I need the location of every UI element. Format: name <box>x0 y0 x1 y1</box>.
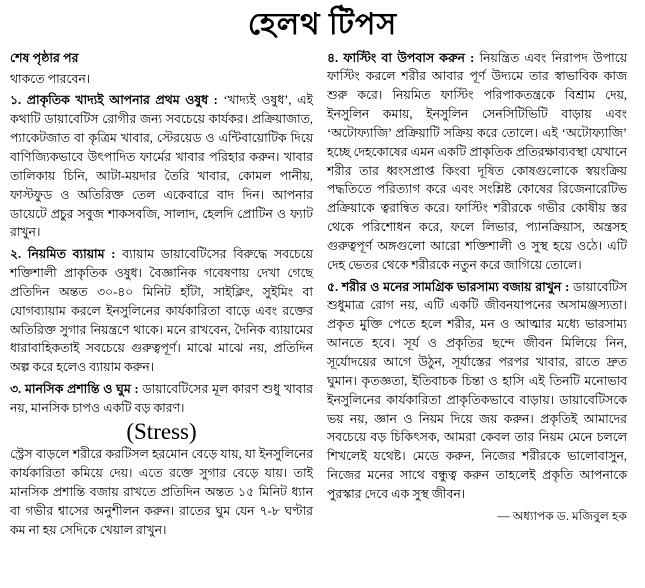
tip-3-body-before: ডায়াবেটিসের মূল কারণ শুধু খাবার নয়, মানসিক চাপও একটি বড় কারণ। <box>10 382 313 415</box>
tip-4-heading: ৪. ফাস্টিং বা উপবাস করুন : <box>327 50 475 65</box>
tip-1-body: ‘খাদ্যই ওষুধ’, এই কথাটি ডায়াবেটিস রোগীর জন্য সবচেয়ে কার্যকর। প্রক্রিয়াজাত, প্যাকেটজাত বা কৃত্রিম খাবার, স্টেরয়েড ও এন্টিবায়োটিক দিয়ে বাণিজ্যিকভাবে উৎপাদিত ফার্মের খাবার পরিহার করুন। খাবার তালিকায় চিনি, আটা-ময়দার তৈরি খাবার, কোমল পানীয়, ফাস্টফুড ও অতিরিক্ত তেল একেবারে বাদ দিন। আপনার ডায়েটে প্রচুর সবুজ শাকসবজি, সালাদ, হেলদি প্রোটিন ও ফ্যাট রাখুন। <box>10 93 313 240</box>
tip-2-heading: ২. নিয়মিত ব্যায়াম : <box>10 247 116 262</box>
author-byline: — অধ্যাপক ড. মজিবুল হক <box>497 508 627 523</box>
tip-3-heading: ৩. মানসিক প্রশান্তি ও ঘুম : <box>10 382 139 397</box>
tip-item-5 <box>327 278 627 504</box>
left-column <box>10 49 313 543</box>
tip-3-body-after: স্ট্রেস বাড়লে শরীরে করটিসল হরমোন বেড়ে যায়, যা ইনসুলিনের কার্যকারিতা কমিয়ে দেয়। এতে রক্তে সুগার বেড়ে যায়। তাই মানসিক প্রশান্তি বজায় রাখতে প্রতিদিন অন্তত ১৫ মিনিট ধ্যান বা গভীর শ্বাসের অনুশীলন করুন। রাতের ঘুম যেন ৭-৮ ঘণ্টার কম না হয় সেদিকে খেয়াল রাখুন। <box>10 447 313 537</box>
tip-item-1 <box>10 91 313 242</box>
article-columns <box>10 49 635 543</box>
tip-1-heading: ১. প্রাকৃতিক খাদ্যই আপনার প্রথম ওষুধ : <box>10 93 218 108</box>
tip-2-body: ব্যায়াম ডায়াবেটিসের বিরুদ্ধে সবচেয়ে শক্তিশালী প্রাকৃতিক ওষুধ। বৈজ্ঞানিক গবেষণায় দেখা গেছে প্রতিদিন অন্তত ৩০-৪০ মিনিট হাঁটা, সাইক্লিং, সুইমিং বা যোগব্যায়াম করলে ইনসুলিনের কার্যকারিতা বাড়ে এবং রক্তের অতিরিক্ত সুগার নিয়ন্ত্রণে থাকে। মনে রাখবেন, দৈনিক ব্যায়ামের ধারাবাহিকতাই সবচেয়ে গুরুত্বপূর্ণ। মাঝে মাঝে নয়, প্রতিদিন অল্প করে হলেও ব্যায়াম করুন। <box>10 247 313 375</box>
tip-item-2 <box>10 245 313 377</box>
tip-5-body: ডায়াবেটিস শুধুমাত্র রোগ নয়, এটি একটি জীবনযাপনের অসামঞ্জস্যতা। প্রকৃত মুক্তি পেতে হলে শরীর, মন ও আত্মার মধ্যে ভারসাম্য আনতে হবে। সূর্য ও প্রকৃতির ছন্দে জীবন মিলিয়ে নিন, সূর্যোদয়ের আগে উঠুন, সূর্যাস্তের পরপর খাবার, রাতে দ্রুত ঘুমান। কৃতজ্ঞতা, ইতিবাচক চিন্তা ও হাসি এই তিনটি মনোভাব ইনসুলিনের কার্যকারিতা প্রাকৃতিকভাবে বাড়ায়। ডায়াবেটিসকে ভয় নয়, জ্ঞান ও নিয়ম দিয়ে জয় করুন। প্রকৃতিই আমাদের সবচেয়ে বড় চিকিৎসক, আমরা কেবল তার নিয়ম মেনে চললে শিখলেই যথেষ্ট। মেডে করুন, নিজের শরীরকে ভালোবাসুন, নিজের মনের সাথে বন্ধুত্ব করুন তাহলেই প্রকৃতি আপনাকে পুরস্কার দেবে এক সুস্থ জীবন। <box>327 279 627 501</box>
right-column <box>327 49 627 526</box>
tip-item-4 <box>327 49 627 275</box>
tip-item-3 <box>10 380 313 539</box>
page-title: হেলথ টিপস <box>247 8 398 41</box>
tip-4-body: নিয়ন্ত্রিত এবং নিরাপদ উপায়ে ফাস্টিং করলে শরীর আবার পূর্ণ উদ্যমে তার স্বাভাবিক কাজ শুরু করে। নিয়মিত ফাস্টিং পরিপাকতন্ত্রকে বিশ্রাম দেয়, ইনসুলিন কমায়, ইনসুলিন সেনসিটিভিটি বাড়ায় এবং ‘অটোফ্যাজি’ প্রক্রিয়াটি সক্রিয় করে তোলে। এই ‘অটোফ্যাজি’ হচ্ছে দেহকোষের এমন একটি প্রাকৃতিক প্রতিরক্ষাব্যবস্থা যেখানে শরীর তার ধ্বংসপ্রাপ্ত কিংবা দূষিত কোষগুলোকে স্বয়ংক্রিয় পদ্ধতিতে পরিত্যাগ করে এবং সংশ্লিষ্ট কোষের রিজেনারেটিভ প্রক্রিয়াকে ত্বরান্বিত করে। ফাস্টিং শরীরকে গভীর কোষীয় স্তর থেকে পরিশোধন করে, ফলে লিভার, প্যানক্রিয়াস, অন্ত্রসহ গুরুত্বপূর্ণ অঙ্গগুলো আরো শক্তিশালী ও সুস্থ হয়ে ওঠে। এটি দেহ ভেতর থেকে শরীরকে নতুন করে জাগিয়ে তোলে। <box>327 50 627 272</box>
continuation-note: শেষ পৃষ্ঠার পর <box>10 50 79 65</box>
tip-5-heading: ৫. শরীর ও মনের সামগ্রিক ভারসাম্য বজায় রাখুন : <box>327 279 570 294</box>
stress-callout: (Stress) <box>126 418 197 444</box>
lead-text: থাকতে পারবেন। <box>10 71 91 86</box>
